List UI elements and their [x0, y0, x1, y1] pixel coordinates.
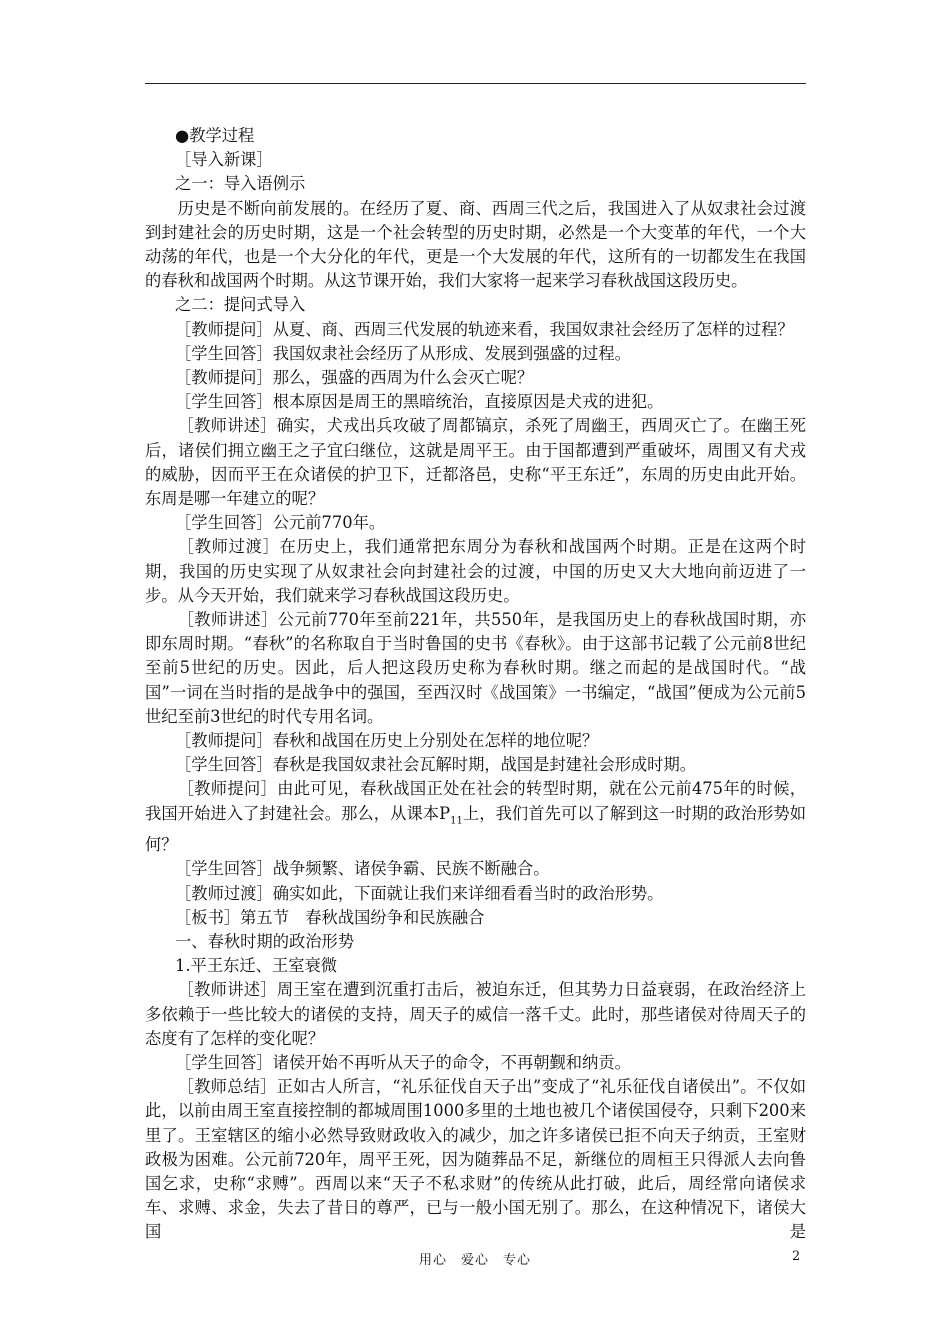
student-answer: ［学生回答］战争频繁、诸侯争霸、民族不断融合。 [175, 859, 550, 879]
section-heading: 一、春秋时期的政治形势 [175, 931, 355, 951]
teacher-summary-paragraph: ［教师总结］正如古人所言，“礼乐征伐自天子出”变成了“礼乐征伐自诸侯出”。不仅如此，以前由周王室直接控制的都城周围1000多里的土地也被几个诸侯国侵夺，只剩下200来里了。王室辖区的缩小必然导致财政收入的减少，加之许多诸侯已拒不向天子纳贡，王室财政极为困难。公元前720年，周平王死，因为随葬品不足，新继位的周桓王只得派人去向鲁国乞求，史称“求赙”。西周以来“天子不私求财”的传统从此打破，此后，周经常向诸侯求车、求赙、求金，失去了昔日的尊严，已与一般小国无别了。那么，在这种情况下，诸侯大国是 [145, 1077, 806, 1242]
example1-label: 之一：导入语例示 [175, 174, 306, 194]
question-text: ［教师提问］由此可见，春秋战国正处在社会的转型时期，就在公元前475年的时候，我国开始进入了封建社会。那么，从课本P [145, 779, 806, 823]
section-title: ●教学过程 [175, 126, 255, 145]
page-number: 2 [792, 1249, 801, 1264]
intro-label: ［导入新课］ [175, 150, 273, 170]
dialogue-line: ［教师提问］那么，强盛的西周为什么会灭亡呢？ [175, 368, 534, 388]
student-answer: ［学生回答］诸侯开始不再听从天子的命令，不再朝觐和纳贡。 [175, 1052, 631, 1072]
example2-label: 之二：提问式导入 [175, 295, 306, 315]
dialogue-line: ［学生回答］根本原因是周王的黑暗统治，直接原因是犬戎的进犯。 [175, 392, 664, 412]
page-subscript: 11 [450, 814, 463, 826]
student-answer: ［学生回答］春秋是我国奴隶社会瓦解时期，战国是封建社会形成时期。 [175, 755, 697, 775]
teacher-lecture-paragraph: ［教师讲述］公元前770年至前221年，共550年，是我国历史上的春秋战国时期，亦即东周时期。“春秋”的名称取自于当时鲁国的史书《春秋》。由于这部书记载了公元前8世纪至前5世纪的历史。因此，后人把这段历史称为春秋时期。继之而起的是战国时代。“战国”一词在当时指的是战争中的强国，至西汉时《战国策》一书编定，“战国”便成为公元前5世纪至前3世纪的时代专用名词。 [145, 610, 806, 726]
teacher-lecture-paragraph: ［教师讲述］确实，犬戎出兵攻破了周都镐京，杀死了周幽王，西周灭亡了。在幽王死后，诸侯们拥立幽王之子宜臼继位，这就是周平王。由于国都遭到严重破坏，周围又有犬戎的威胁，因而平王在众诸侯的护卫下，迁都洛邑，史称“平王东迁”，东周的历史由此开始。东周是哪一年建立的呢？ [145, 416, 806, 509]
teacher-lecture-paragraph: ［教师讲述］周王室在遭到沉重打击后，被迫东迁，但其势力日益衰弱，在政治经济上多依赖于一些比较大的诸侯的支持，周天子的威信一落千丈。此时，那些诸侯对待周天子的态度有了怎样的变化呢？ [145, 980, 806, 1048]
header-rule [145, 83, 806, 84]
subsection-heading: 1.平王东迁、王室衰微 [175, 956, 338, 976]
teacher-question-paragraph [145, 777, 806, 857]
teacher-question: ［教师提问］春秋和战国在历史上分别处在怎样的地位呢？ [175, 731, 599, 751]
dialogue-line: ［学生回答］我国奴隶社会经历了从形成、发展到强盛的过程。 [175, 343, 631, 363]
student-answer: ［学生回答］公元前770年。 [175, 513, 386, 533]
board-note: ［板书］第五节 春秋战国纷争和民族融合 [175, 907, 485, 927]
dialogue-line: ［教师提问］从夏、商、西周三代发展的轨迹来看，我国奴隶社会经历了怎样的过程？ [175, 319, 794, 339]
document-body [145, 124, 806, 1245]
footer-motto: 用心 爱心 专心 [418, 1253, 531, 1268]
teacher-transition: ［教师过渡］确实如此，下面就让我们来详细看看当时的政治形势。 [175, 883, 664, 903]
teacher-transition-paragraph: ［教师过渡］在历史上，我们通常把东周分为春秋和战国两个时期。正是在这两个时期，我国的历史实现了从奴隶社会向封建社会的过渡，中国的历史又大大地向前迈进了一步。从今天开始，我们就来学习春秋战国这段历史。 [145, 537, 806, 605]
example1-text: 历史是不断向前发展的。在经历了夏、商、西周三代之后，我国进入了从奴隶社会过渡到封建社会的历史时期，这是一个社会转型的历史时期，必然是一个大变革的年代，一个大动荡的年代，也是一个大分化的年代，更是一个大发展的年代，这所有的一切都发生在我国的春秋和战国两个时期。从这节课开始，我们大家将一起来学习春秋战国这段历史。 [145, 198, 806, 291]
question-text: 上，我们首先可以了解到这一时期的政治形势如何？ [145, 803, 806, 855]
